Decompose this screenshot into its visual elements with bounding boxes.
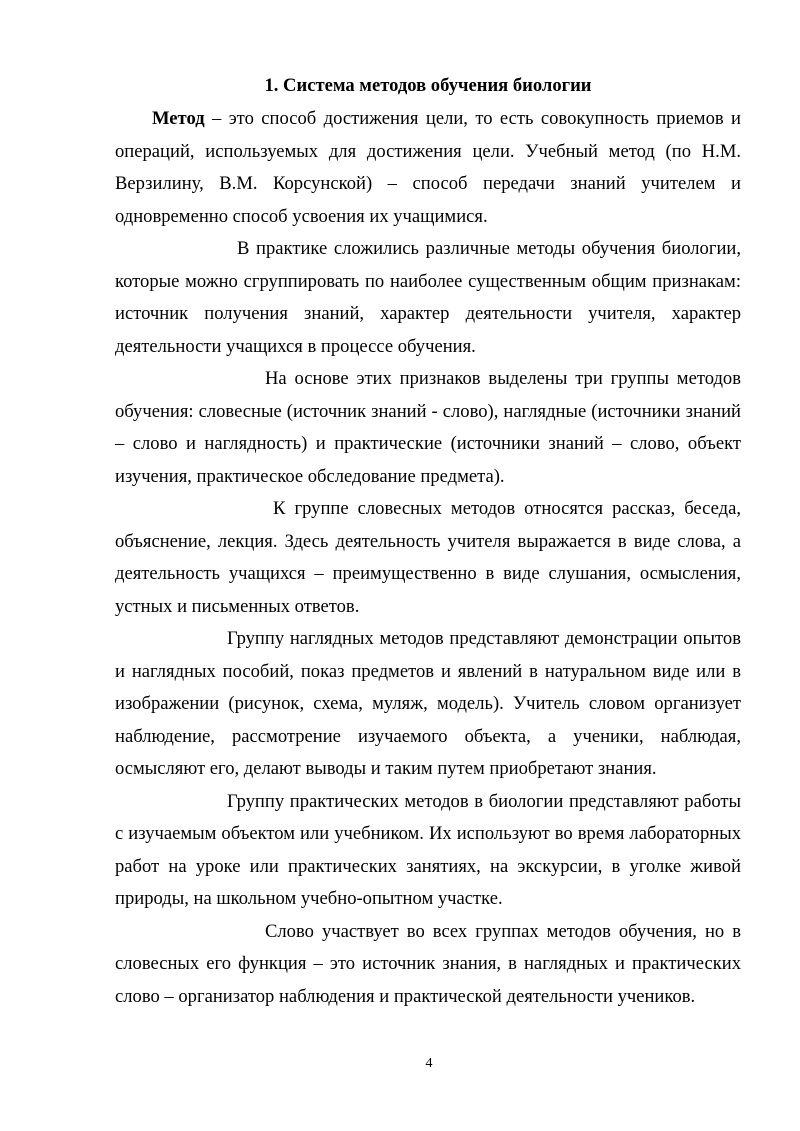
paragraph-word-role: Слово участвует во всех группах методов обучения, но в словесных его функция – это источник знания, в наглядных и практических слово – организатор наблюдения и практической деятельности учеников. [115, 920, 741, 1007]
paragraph-three-groups: На основе этих признаков выделены три группы методов обучения: словесные (источник знаний - слово), наглядные (источники знаний – слово и наглядность) и практические (источники знаний – слово, объект изучения, практическое обследование предмета). [115, 368, 741, 487]
page-number: 4 [425, 1056, 433, 1071]
paragraph-method-groups-intro: В практике сложились различные методы обучения биологии, которые можно сгруппировать по наиболее существенным общим признакам: источник получения знаний, характер деятельности учителя, характер деятельности учащихся в процессе обучения. [115, 238, 741, 357]
paragraph-verbal-methods: К группе словесных методов относятся рассказ, беседа, объяснение, лекция. Здесь деятельность учителя выражается в виде слова, а деятельность учащихся – преимущественно в виде слушания, осмысления, устных и письменных ответов. [115, 498, 741, 617]
term-method: Метод [152, 108, 205, 129]
document-body [115, 103, 741, 1013]
paragraph-method-definition-text: – это способ достижения цели, то есть совокупность приемов и операций, используемых для достижения цели. Учебный метод (по Н.М. Верзилину, В.М. Корсунской) – способ передачи знаний учителем и одновременно способ усвоения их учащимися. [115, 108, 741, 227]
section-title: 1. Система методов обучения биологии [264, 75, 592, 96]
paragraph-method-definition [115, 103, 741, 233]
paragraph-practical-methods: Группу практических методов в биологии представляют работы с изучаемым объектом или учебником. Их используют во время лабораторных работ на уроке или практических занятиях, на экскурсии, в уголке живой природы, на школьном учебно-опытном участке. [115, 790, 741, 909]
paragraph-visual-methods: Группу наглядных методов представляют демонстрации опытов и наглядных пособий, показ предметов и явлений в натуральном виде или в изображении (рисунок, схема, муляж, модель). Учитель словом организует наблюдение, рассмотрение изучаемого объекта, а ученики, наблюдая, осмысляют его, делают выводы и таким путем приобретают знания. [115, 628, 741, 779]
